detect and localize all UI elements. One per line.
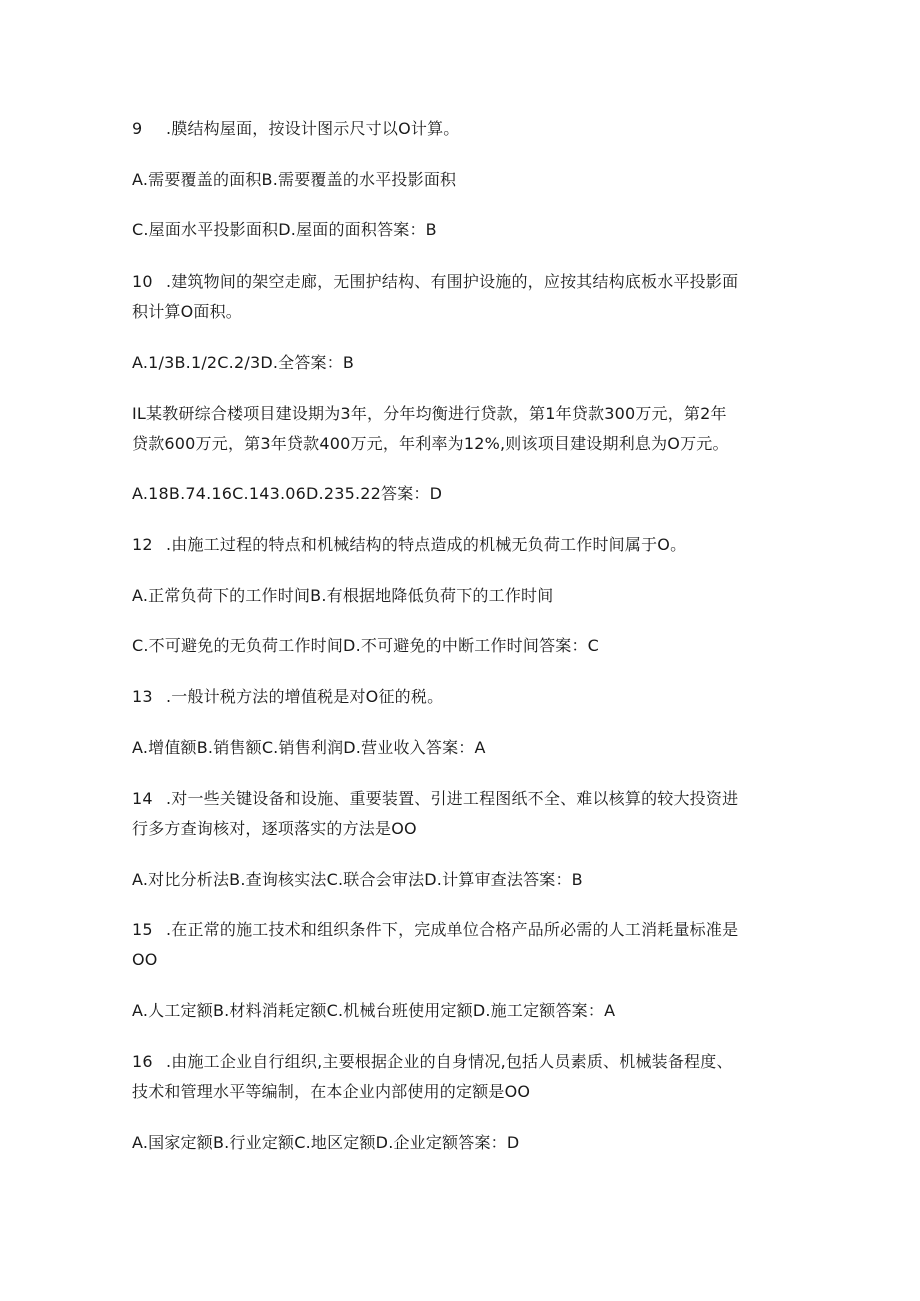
question-number: 14 [132, 789, 153, 808]
question-text: .由施工企业自行组织,主要根据企业的自身情况,包括人员素质、机械装备程度、 [166, 1052, 733, 1071]
question-10-stem [132, 266, 792, 298]
question-10-stem-cont: 积计算O面积。 [132, 302, 242, 321]
question-12-options-2: C.不可避免的无负荷工作时间D.不可避免的中断工作时间答案：C [132, 636, 600, 655]
question-16-options: A.国家定额B.行业定额C.地区定额D.企业定额答案：D [132, 1133, 520, 1152]
question-16-stem [132, 1046, 792, 1078]
question-12-options-1: A.正常负荷下的工作时间B.有根据地降低负荷下的工作时间 [132, 586, 554, 605]
question-text: .一般计税方法的增值税是对O征的税。 [166, 687, 444, 706]
question-number: 12 [132, 535, 153, 554]
question-15-options: A.人工定额B.材料消耗定额C.机械台班使用定额D.施工定额答案：A [132, 1001, 616, 1020]
question-9-stem [132, 113, 792, 145]
question-number: 16 [132, 1052, 153, 1071]
question-number: 13 [132, 687, 153, 706]
question-text: .膜结构屋面，按设计图示尺寸以O计算。 [166, 119, 460, 138]
question-11-stem: IL某教研综合楼项目建设期为3年，分年均衡进行贷款，第1年贷款300万元，第2年 [132, 404, 727, 423]
question-9-options-2: C.屋面水平投影面积D.屋面的面积答案：B [132, 220, 437, 239]
question-text: .建筑物间的架空走廊，无围护结构、有围护设施的，应按其结构底板水平投影面 [166, 272, 739, 291]
question-number: 10 [132, 272, 153, 291]
question-14-stem-cont: 行多方查询核对，逐项落实的方法是OO [132, 819, 417, 838]
question-15-stem [132, 914, 792, 946]
question-11-options: A.18B.74.16C.143.06D.235.22答案：D [132, 484, 443, 503]
question-11-stem-cont: 贷款600万元，第3年贷款400万元，年利率为12%,则该项目建设期利息为O万元。 [132, 434, 729, 453]
question-12-stem [132, 529, 792, 561]
question-number: 9 [132, 119, 143, 138]
question-text: .由施工过程的特点和机械结构的特点造成的机械无负荷工作时间属于O。 [166, 535, 687, 554]
question-14-stem [132, 783, 792, 815]
question-number: 15 [132, 920, 153, 939]
question-15-stem-cont: OO [132, 950, 158, 969]
question-14-options: A.对比分析法B.查询核实法C.联合会审法D.计算审查法答案：B [132, 870, 583, 889]
question-10-options: A.1/3B.1/2C.2/3D.全答案：B [132, 353, 355, 372]
question-text: .对一些关键设备和设施、重要装置、引进工程图纸不全、难以核算的较大投资进 [166, 789, 739, 808]
question-13-options: A.增值额B.销售额C.销售利润D.营业收入答案：A [132, 738, 486, 757]
question-13-stem [132, 681, 792, 713]
question-16-stem-cont: 技术和管理水平等编制，在本企业内部使用的定额是OO [132, 1082, 531, 1101]
question-9-options-1: A.需要覆盖的面积B.需要覆盖的水平投影面积 [132, 170, 457, 189]
question-text: .在正常的施工技术和组织条件下，完成单位合格产品所必需的人工消耗量标准是 [166, 920, 739, 939]
